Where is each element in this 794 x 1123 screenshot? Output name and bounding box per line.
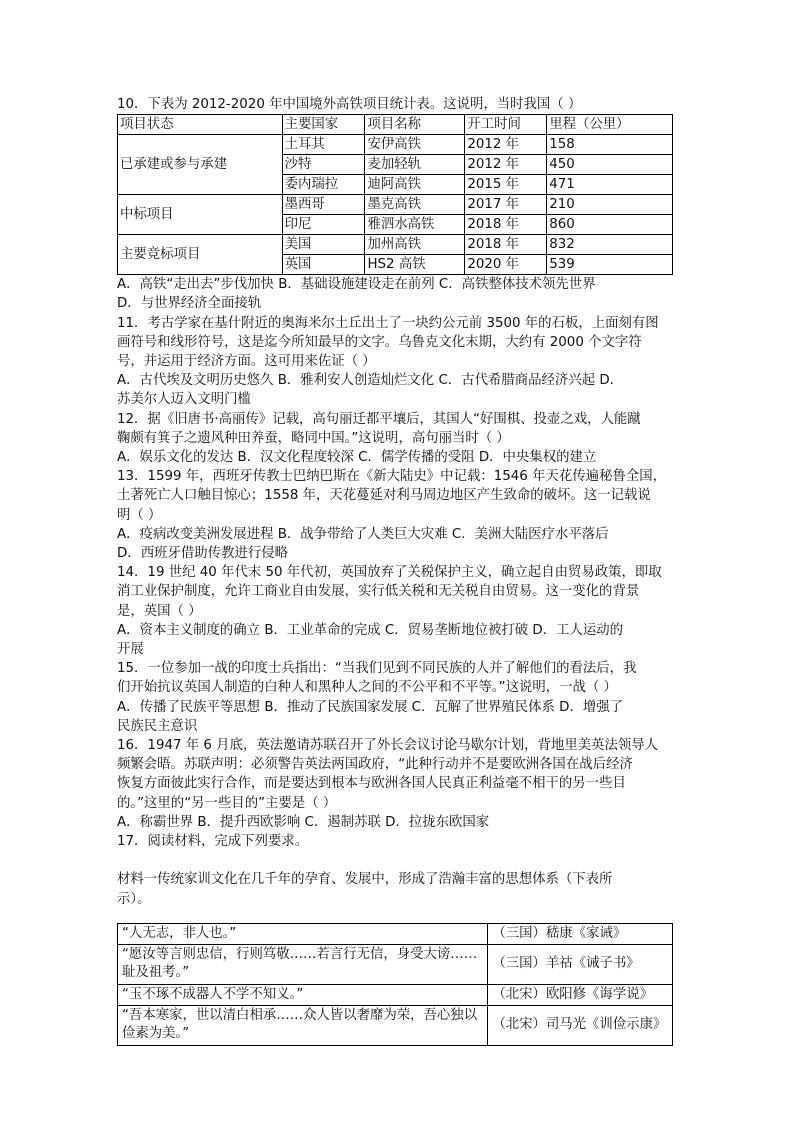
table-cell: 471 [547,175,673,195]
quote-cell: “人无志，非人也。” [118,923,488,944]
table-cell: 雅泗水高铁 [365,215,465,235]
q11-options-line-1: A．古代埃及文明历史悠久 B．雅利安人创造灿烂文化 C．古代希腊商品经济兴起 D． [117,373,624,389]
q14-options-line-1: A．资本主义制度的确立 B．工业革命的完成 C．贸易垄断地位被打破 D．工人运动的 [117,622,624,638]
table-cell: 860 [547,215,673,235]
q14-stem-line-1: 14．19 世纪 40 年代末 50 年代初，英国放弃了关税保护主义，确立起自由贸易政策，即取 [117,565,662,581]
quote-cell: “玉不琢不成器人不学不知义。” [118,984,488,1005]
table-cell: 加州高铁 [365,235,465,255]
table-row [118,195,673,215]
source-cell: （三国）羊祜《诫子书》 [488,944,673,984]
table-row [118,1005,673,1045]
q15-options-line-1: A．传播了民族平等思想 B．推动了民族国家发展 C．瓦解了世界殖民体系 D．增强了 [117,699,624,715]
table-cell: 沙特 [282,155,365,175]
q10-options-line-2: D．与世界经济全面接轨 [117,296,262,312]
table-cell: 2015 年 [465,175,547,195]
table-cell: 210 [547,195,673,215]
blank-line [117,909,677,923]
table-cell: 158 [547,135,673,155]
table-cell: 450 [547,155,673,175]
table-cell: 印尼 [282,215,365,235]
table-cell: HS2 高铁 [365,255,465,275]
q10-options-line-1: A．高铁“走出去”步伐加快 B．基础设施建设走在前列 C．高铁整体技术领先世界 [117,277,596,293]
table-cell: 2020 年 [465,255,547,275]
table-cell: 英国 [282,255,365,275]
q16-stem-line-2: 频繁会晤。苏联声明：必须警告英法两国政府，“此种行动并不是要欧洲各国在战后经济 [117,757,633,773]
q10-table [117,114,673,275]
table-row [118,235,673,255]
q11-stem-line-1: 11．考古学家在基什附近的奥海米尔土丘出土了一块约公元前 3500 年的石板，上面刻有图 [117,315,659,331]
q14-stem-line-3: 是，英国（ ） [117,603,202,619]
table-cell: 安伊高铁 [365,135,465,155]
table-cell: 土耳其 [282,135,365,155]
blank-line [117,851,677,870]
table-row [118,984,673,1005]
q13-stem-line-2: 土著死亡人口触目惊心；1558 年，天花蔓延对利马周边地区产生致命的破坏。这一记载说 [117,488,651,504]
table-cell: 539 [547,255,673,275]
q17-material-line-1: 材料一传统家训文化在几千年的孕育、发展中，形成了浩瀚丰富的思想体系（下表所 [117,872,613,888]
q13-options-line-2: D．西班牙借助传教进行侵略 [117,546,288,562]
q17-stem: 17．阅读材料，完成下列要求。 [117,834,309,850]
q11-stem-line-2: 画符号和线形符号，这是迄今所知最早的文字。乌鲁克文化末期，大约有 2000 个文字符 [117,334,642,350]
q15-stem-line-2: 们开始抗议英国人制造的白种人和黑种人之间的不公平和不平等。”这说明，一战（ ） [117,680,617,696]
quote-cell: “愿汝等言则忠信，行则笃敬……若言行无信，身受大谤……耻及祖考。” [118,944,488,984]
table-cell: 墨克高铁 [365,195,465,215]
header-cell: 主要国家 [282,115,365,135]
q17-table [117,923,673,1046]
q16-stem-line-4: 的。”这里的“另一些目的”主要是（ ） [117,795,337,811]
q10-stem: 10．下表为 2012-2020 年中国境外高铁项目统计表。这说明，当时我国（ ） [117,97,582,112]
table-row [118,923,673,944]
table-header-row [118,115,673,135]
table-cell: 832 [547,235,673,255]
q12-stem-line-1: 12．据《旧唐书·高丽传》记载，高句丽迁都平壤后，其国人“好围棋、投壶之戏，人能蹴 [117,411,641,427]
q12-options-line-1: A．娱乐文化的发达 B．汉文化程度较深 C．儒学传播的受阻 D．中央集权的建立 [117,450,597,466]
table-cell: 委内瑞拉 [282,175,365,195]
status-cell: 主要竞标项目 [118,235,283,275]
q17-material-line-2: 示）。 [117,891,151,907]
status-cell: 已承建或参与承建 [118,135,283,195]
q13-options-line-1: A．疫病改变美洲发展进程 B．战争带给了人类巨大灾难 C．美洲大陆医疗水平落后 [117,526,609,542]
header-cell: 开工时间 [465,115,547,135]
q14-stem-line-2: 消工业保护制度，允许工商业自由发展，实行低关税和无关税自由贸易。这一变化的背景 [117,584,640,600]
header-cell: 项目状态 [118,115,283,135]
q14-options-line-2: 开展 [117,642,144,658]
table-cell: 迪阿高铁 [365,175,465,195]
q11-options-line-2: 苏美尔人迈入文明门槛 [117,392,251,408]
source-cell: （北宋）司马光《训俭示康》 [488,1005,673,1045]
table-cell: 2018 年 [465,235,547,255]
table-cell: 美国 [282,235,365,255]
q15-options-line-2: 民族民主意识 [117,718,198,734]
header-cell: 项目名称 [365,115,465,135]
status-cell: 中标项目 [118,195,283,235]
table-cell: 墨西哥 [282,195,365,215]
q16-stem-line-1: 16．1947 年 6 月底，英法邀请苏联召开了外长会议讨论马歇尔计划，背地里美英法领导人 [117,738,659,754]
q12-stem-line-2: 鞠颇有箕子之遗风种田养蚕，略同中国。”这说明，高句丽当时（ ） [117,430,510,446]
table-cell: 2012 年 [465,135,547,155]
q16-options-line-1: A．称霸世界 B．提升西欧影响 C．遏制苏联 D．拉拢东欧国家 [117,814,490,830]
source-cell: （三国）嵇康《家诫》 [488,923,673,944]
table-row [118,135,673,155]
q13-stem-line-3: 明（ ） [117,507,162,523]
table-cell: 2017 年 [465,195,547,215]
table-cell: 2018 年 [465,215,547,235]
q16-stem-line-3: 恢复方面彼此实行合作，而是要达到根本与欧洲各国人民真正利益毫不相干的另一些目 [117,776,626,792]
quote-cell: “吾本寒家，世以清白相承……众人皆以奢靡为荣，吾心独以俭素为美。” [118,1005,488,1045]
header-cell: 里程（公里） [547,115,673,135]
table-cell: 麦加轻轨 [365,155,465,175]
q15-stem-line-1: 15．一位参加一战的印度士兵指出：“当我们见到不同民族的人并了解他们的看法后，我 [117,661,637,677]
source-cell: （北宋）欧阳修《诲学说》 [488,984,673,1005]
exam-page [117,95,677,1046]
q13-stem-line-1: 13．1599 年，西班牙传教士巴纳巴斯在《新大陆史》中记载：1546 年天花传遍秘鲁全国， [117,469,666,485]
table-row [118,944,673,984]
table-cell: 2012 年 [465,155,547,175]
q11-stem-line-3: 号，并运用于经济方面。这可用来佐证（ ） [117,354,376,370]
